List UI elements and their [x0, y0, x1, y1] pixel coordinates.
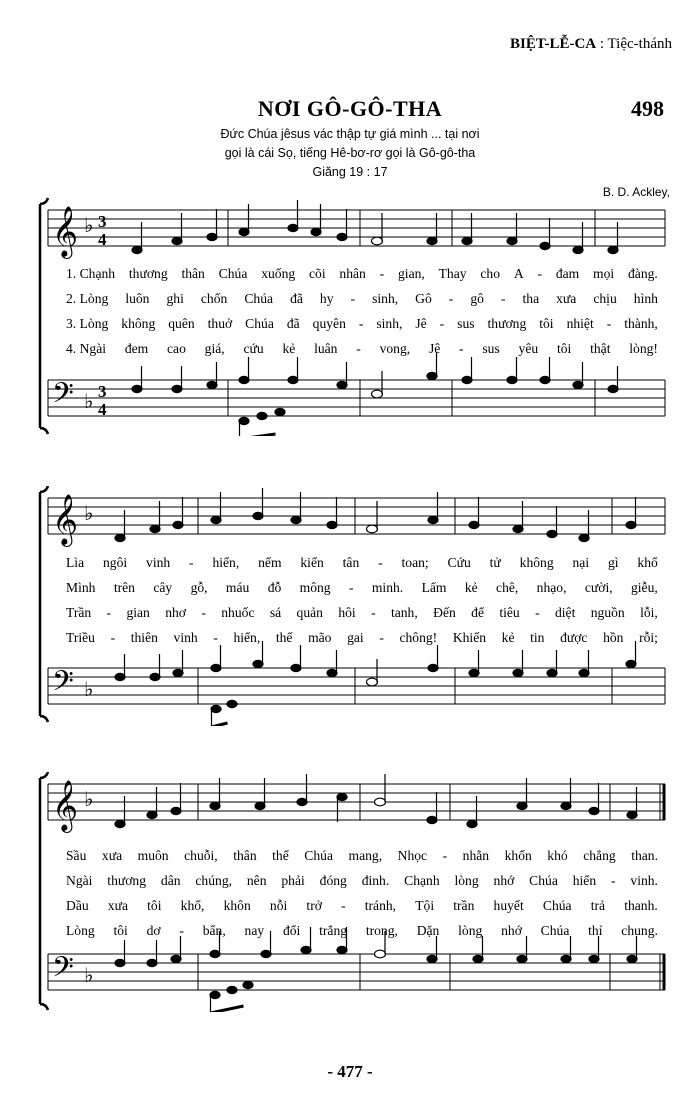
- lyric-syllable: diệt: [554, 605, 576, 620]
- lyric-syllable: huyết: [493, 898, 524, 913]
- lyric-syllable: thỉ: [588, 923, 603, 938]
- lyric-syllable: chịu: [593, 291, 617, 306]
- lyric-syllable: -: [379, 266, 385, 281]
- lyric-syllable: cây: [153, 580, 173, 595]
- lyric-syllable: nhơ: [165, 605, 186, 620]
- lyric-syllable: thương: [107, 873, 147, 888]
- lyric-syllable: -: [341, 898, 346, 913]
- lyric-syllable: Dặn: [416, 923, 440, 938]
- lyric-syllable: nhằn: [462, 848, 490, 863]
- lyric-syllable: minh.: [371, 580, 404, 595]
- lyric-line-s2-v4: [66, 630, 658, 646]
- lyric-syllable: tôi: [539, 316, 554, 331]
- lyric-syllable: kiển: [300, 555, 324, 570]
- lyric-syllable: -: [459, 341, 464, 356]
- lyric-syllable: quên: [168, 316, 195, 331]
- lyric-syllable: khốn: [504, 848, 532, 863]
- lyric-syllable: trần: [453, 898, 475, 913]
- lyric-syllable: giễu,: [630, 580, 658, 595]
- lyric-syllable: Chúa: [304, 848, 333, 863]
- lyric-line-s3-v3: [66, 898, 658, 914]
- lyric-syllable: trả: [590, 898, 606, 913]
- lyric-syllable: ghi: [166, 291, 184, 306]
- bass-clef: 𝄢: [52, 951, 74, 991]
- bass-notes: [115, 641, 636, 726]
- treble-staff: [48, 498, 665, 534]
- lyric-syllable: sinh,: [376, 316, 403, 331]
- lyric-syllable: -: [448, 291, 454, 306]
- lyric-syllable: ngôi: [102, 555, 128, 570]
- lyric-syllable: sus: [482, 341, 500, 356]
- lyric-line-s3-v1: [66, 848, 658, 864]
- lyric-syllable: Chúa: [540, 923, 570, 938]
- lyric-syllable: chúng,: [195, 873, 233, 888]
- lyric-syllable: -: [110, 630, 116, 645]
- lyric-syllable: -: [358, 316, 364, 331]
- lyric-syllable: trong,: [365, 923, 398, 938]
- lyric-syllable: chốn: [200, 291, 228, 306]
- treble-clef: 𝄞: [52, 780, 79, 831]
- page-number: - 477 -: [327, 1062, 373, 1081]
- lyric-syllable: than.: [631, 848, 658, 863]
- lyric-syllable: đỗ: [267, 580, 282, 595]
- lyric-syllable: thể: [272, 848, 289, 863]
- lyric-line-s2-v1: [66, 555, 658, 571]
- lyric-syllable: tử: [489, 555, 501, 570]
- lyric-syllable: muôn: [137, 848, 169, 863]
- lyric-syllable: sá: [269, 605, 282, 620]
- lyric-syllable: đem: [124, 341, 149, 356]
- lyric-syllable: đã: [286, 316, 300, 331]
- lyric-syllable: chông!: [399, 630, 438, 645]
- header-separator: :: [596, 36, 608, 52]
- lyric-syllable: -: [535, 605, 540, 620]
- lyric-syllable: tôi: [113, 923, 128, 938]
- lyric-syllable: đã: [290, 291, 303, 306]
- lyric-syllable: kẻ: [501, 630, 515, 645]
- lyric-syllable: lòng!: [629, 341, 658, 356]
- lyric-syllable: trở: [306, 898, 322, 913]
- lyric-line-s1-v1: [66, 266, 658, 282]
- lyric-syllable: nhân: [339, 266, 366, 281]
- hymn-title: NƠI GÔ-GÔ-THA: [257, 96, 443, 121]
- treble-clef: 𝄞: [52, 206, 79, 257]
- lyric-syllable: tránh,: [364, 898, 397, 913]
- lyric-syllable: luân: [314, 341, 338, 356]
- bass-notes: [132, 353, 618, 436]
- lyric-syllable: cứu: [243, 341, 264, 356]
- lyric-syllable: gai: [347, 630, 364, 645]
- hymn-number: 498: [631, 96, 664, 121]
- lyric-syllable: tiêu: [499, 605, 520, 620]
- lyric-syllable: xưa: [556, 291, 577, 306]
- lyric-syllable: Trần: [66, 605, 92, 620]
- lyric-syllable: 2. Lòng: [66, 291, 109, 306]
- scripture-line-2: gọi là cái Sọ, tiếng Hê-bơ-rơ gọi là Gô-gô-tha: [224, 146, 476, 160]
- lyric-syllable: trắng: [319, 923, 348, 938]
- lyric-syllable: cười,: [584, 580, 613, 595]
- scripture-line-1: Đức Chúa jêsus vác thập tự giá mình ... tại nơi: [220, 127, 480, 141]
- lyric-syllable: Cứu: [447, 555, 471, 570]
- lyric-syllable: thân: [233, 848, 257, 863]
- lyric-line-s3-v4: [66, 923, 658, 939]
- time-sig-bottom: 4: [98, 230, 107, 249]
- lyric-syllable: Sầu: [66, 848, 87, 863]
- lyric-syllable: Lìa: [66, 555, 85, 570]
- lyric-syllable: chung.: [621, 923, 658, 938]
- lyric-syllable: không: [519, 555, 554, 570]
- lyric-syllable: thanh.: [624, 898, 658, 913]
- lyric-syllable: Chúa: [244, 291, 274, 306]
- lyric-syllable: Đến: [433, 605, 456, 620]
- system-bracket: [40, 198, 48, 434]
- book-name: BIỆT-LỄ-CA: [510, 36, 597, 52]
- lyric-syllable: 1. Chạnh: [66, 266, 116, 281]
- lyric-syllable: thuở: [207, 316, 233, 331]
- lyric-syllable: -: [179, 923, 184, 938]
- lyric-syllable: -: [611, 873, 616, 888]
- lyric-syllable: yêu: [518, 341, 539, 356]
- lyric-syllable: lòng: [454, 873, 479, 888]
- lyric-syllable: Thay: [438, 266, 467, 281]
- lyric-syllable: -: [379, 630, 384, 645]
- lyric-syllable: tin: [530, 630, 545, 645]
- lyric-syllable: hình: [633, 291, 658, 306]
- lyric-syllable: để: [471, 605, 484, 620]
- lyric-syllable: hiển,: [212, 555, 240, 570]
- lyric-syllable: nỗi: [269, 898, 288, 913]
- lyric-syllable: nhuốc: [221, 605, 255, 620]
- lyric-syllable: Ngài: [66, 873, 93, 888]
- lyric-syllable: lỗi,: [640, 605, 658, 620]
- lyric-syllable: vinh: [146, 555, 171, 570]
- system-bracket: [40, 486, 48, 722]
- lyric-syllable: phải: [281, 873, 305, 888]
- lyric-syllable: mọi: [593, 266, 615, 281]
- flat-key-bass: ♭: [84, 963, 94, 987]
- lyric-syllable: chê,: [496, 580, 519, 595]
- lyric-syllable: trên: [113, 580, 135, 595]
- lyric-syllable: thành,: [624, 316, 658, 331]
- lyric-syllable: khổ: [637, 555, 658, 570]
- bass-notes: [115, 927, 637, 1012]
- scripture-reference: Giăng 19 : 17: [312, 165, 388, 179]
- lyric-syllable: vong,: [379, 341, 411, 356]
- lyric-syllable: gì: [607, 555, 619, 570]
- lyric-syllable: hy: [319, 291, 334, 306]
- lyric-syllable: Jê: [415, 316, 427, 331]
- lyric-line-s3-v2: [66, 873, 658, 889]
- lyric-syllable: máu: [225, 580, 250, 595]
- system-bracket: [40, 772, 48, 1010]
- lyric-syllable: Jê: [428, 341, 441, 356]
- bass-staff: [48, 954, 665, 990]
- lyric-syllable: nên: [246, 873, 267, 888]
- lyric-syllable: dơ: [146, 923, 161, 938]
- lyric-syllable: Chúa: [542, 898, 572, 913]
- lyric-syllable: -: [356, 341, 361, 356]
- lyric-syllable: thân: [181, 266, 205, 281]
- lyric-line-s1-v3: [66, 316, 658, 332]
- lyric-syllable: khổ,: [180, 898, 205, 913]
- lyric-line-s2-v2: [66, 580, 658, 596]
- lyric-syllable: hiển,: [233, 630, 261, 645]
- lyric-syllable: Lấm: [421, 580, 447, 595]
- lyric-syllable: Chạnh: [404, 873, 440, 888]
- lyric-syllable: tân: [342, 555, 360, 570]
- book-category-header: [510, 36, 672, 53]
- flat-key-bass: ♭: [84, 389, 94, 413]
- lyric-syllable: thiên: [130, 630, 158, 645]
- lyric-syllable: nay: [244, 923, 265, 938]
- lyric-syllable: gô: [470, 291, 484, 306]
- lyric-syllable: cao: [167, 341, 186, 356]
- lyric-syllable: hôi: [338, 605, 356, 620]
- lyric-syllable: toan;: [401, 555, 429, 570]
- lyric-syllable: gỗ,: [190, 580, 208, 595]
- lyric-syllable: mông: [299, 580, 331, 595]
- lyric-syllable: khôn: [223, 898, 251, 913]
- lyric-syllable: -: [606, 316, 612, 331]
- flat-key: ♭: [84, 213, 94, 237]
- lyric-syllable: gian: [126, 605, 150, 620]
- lyric-syllable: Dầu: [66, 898, 89, 913]
- flat-key: ♭: [84, 501, 94, 525]
- lyric-syllable: cho: [480, 266, 501, 281]
- lyric-syllable: luôn: [125, 291, 150, 306]
- lyric-syllable: nhiệt: [566, 316, 594, 331]
- composer-credit: B. D. Ackley,: [602, 185, 670, 199]
- lyric-syllable: xưa: [101, 848, 123, 863]
- bass-staff: [48, 668, 665, 704]
- lyric-syllable: -: [350, 291, 356, 306]
- lyric-syllable: nhớ: [501, 923, 522, 938]
- lyric-syllable: khó: [547, 848, 568, 863]
- bass-clef: 𝄢: [52, 377, 74, 417]
- lyric-syllable: -: [213, 630, 218, 645]
- lyric-syllable: Chúa: [218, 266, 248, 281]
- treble-staff: [48, 784, 665, 820]
- lyric-syllable: Triều: [66, 630, 95, 645]
- lyric-syllable: quản: [296, 605, 323, 620]
- lyric-syllable: Chúa: [245, 316, 274, 331]
- lyric-syllable: nại: [572, 555, 590, 570]
- lyric-syllable: -: [189, 555, 194, 570]
- lyric-syllable: thế: [275, 630, 293, 645]
- lyric-syllable: xuống: [261, 266, 296, 281]
- lyric-syllable: lòng: [458, 923, 483, 938]
- lyric-syllable: tôi: [556, 341, 572, 356]
- lyric-syllable: kẻ: [464, 580, 478, 595]
- lyric-syllable: -: [439, 316, 445, 331]
- lyric-syllable: -: [500, 291, 506, 306]
- lyric-syllable: Gô: [415, 291, 432, 306]
- lyric-syllable: đóng: [319, 873, 347, 888]
- lyric-syllable: chẳng: [583, 848, 616, 863]
- flat-key-bass: ♭: [84, 677, 94, 701]
- lyric-syllable: mang,: [348, 848, 383, 863]
- lyric-syllable: 3. Lòng: [66, 316, 109, 331]
- bass-clef: 𝄢: [52, 665, 74, 705]
- lyric-syllable: xưa: [107, 898, 128, 913]
- lyric-syllable: bẩn,: [202, 923, 226, 938]
- time-sig-top-bass: 3: [98, 382, 107, 401]
- lyric-syllable: quyên: [312, 316, 346, 331]
- lyric-syllable: Lòng: [66, 923, 95, 938]
- treble-staff: [48, 210, 665, 246]
- music-system-3: [0, 772, 700, 1012]
- lyric-syllable: đàng.: [628, 266, 658, 281]
- lyric-syllable: -: [106, 605, 112, 620]
- lyric-syllable: mão: [308, 630, 332, 645]
- lyric-syllable: 4. Ngài: [66, 341, 107, 356]
- lyric-syllable: sus: [457, 316, 475, 331]
- flat-key: ♭: [84, 787, 94, 811]
- lyric-syllable: được: [560, 630, 588, 645]
- lyric-syllable: cõi: [308, 266, 326, 281]
- lyric-syllable: -: [378, 555, 383, 570]
- lyric-syllable: nhớ: [493, 873, 515, 888]
- lyric-syllable: tanh,: [390, 605, 418, 620]
- lyric-syllable: Khiến: [452, 630, 487, 645]
- lyric-syllable: -: [348, 580, 354, 595]
- lyric-syllable: sinh,: [372, 291, 399, 306]
- lyric-syllable: dân: [160, 873, 181, 888]
- lyric-syllable: nhạo,: [536, 580, 567, 595]
- lyric-syllable: -: [442, 848, 448, 863]
- lyric-syllable: đam: [555, 266, 580, 281]
- lyric-syllable: hiển: [572, 873, 597, 888]
- lyric-syllable: tôi: [147, 898, 162, 913]
- lyric-syllable: không: [121, 316, 156, 331]
- lyric-syllable: kẻ: [282, 341, 296, 356]
- lyric-syllable: hồn: [603, 630, 624, 645]
- category-name: Tiệc-thánh: [607, 36, 672, 52]
- lyric-syllable: -: [537, 266, 542, 281]
- lyric-syllable: tha: [522, 291, 540, 306]
- time-sig-top: 3: [98, 212, 107, 231]
- lyric-syllable: nếm: [258, 555, 282, 570]
- lyric-line-s1-v2: [66, 291, 658, 307]
- lyric-syllable: -: [201, 605, 206, 620]
- lyric-syllable: Chúa: [529, 873, 558, 888]
- lyric-syllable: thương: [487, 316, 527, 331]
- lyric-syllable: chuỗi,: [184, 848, 218, 863]
- lyric-syllable: nguồn: [590, 605, 625, 620]
- lyric-syllable: vinh.: [630, 873, 658, 888]
- lyric-syllable: gian,: [398, 266, 425, 281]
- lyric-syllable: đinh.: [361, 873, 390, 888]
- lyric-syllable: Mình: [66, 580, 96, 595]
- lyric-syllable: Nhọc: [397, 848, 428, 863]
- lyric-syllable: vinh: [173, 630, 198, 645]
- lyric-line-s2-v3: [66, 605, 658, 621]
- treble-clef: 𝄞: [52, 494, 79, 545]
- lyric-syllable: Tội: [415, 898, 435, 913]
- lyric-syllable: thương: [128, 266, 168, 281]
- lyric-line-s1-v4: [66, 341, 658, 357]
- time-sig-bottom-bass: 4: [98, 400, 107, 419]
- lyric-syllable: rỗi;: [639, 630, 658, 645]
- lyric-syllable: A: [513, 266, 524, 281]
- lyric-syllable: đổi: [282, 923, 301, 938]
- lyric-syllable: thật: [590, 341, 611, 356]
- lyric-syllable: -: [371, 605, 376, 620]
- lyric-syllable: giá,: [204, 341, 225, 356]
